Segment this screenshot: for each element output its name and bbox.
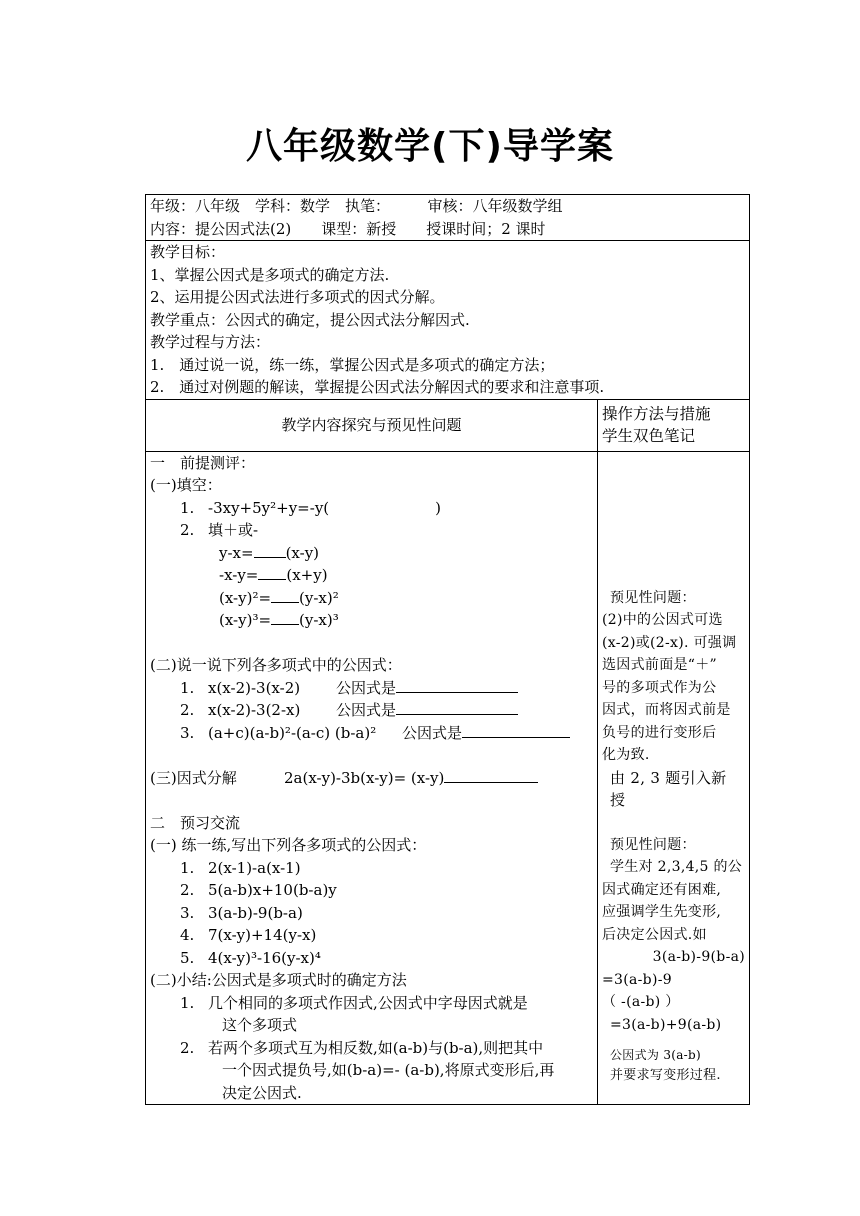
page-title: 八年级数学(下)导学案	[246, 126, 614, 167]
notes-header	[598, 399, 750, 451]
note-line: 号的多项式作为公	[602, 679, 717, 696]
content-header: 教学内容探究与预见性问题	[146, 399, 598, 451]
answer-blank	[396, 700, 518, 715]
item-number: 2.	[180, 1038, 195, 1057]
list-item	[150, 1037, 593, 1060]
item-continuation: 决定公因式.	[222, 1083, 302, 1102]
answer-blank	[444, 768, 538, 783]
item-number: 1.	[180, 678, 195, 697]
expression: x(x-2)-3(x-2)	[208, 678, 301, 697]
expression: (x-y)	[285, 543, 320, 562]
item-label: 公因式是	[336, 678, 397, 697]
process-item: 1. 通过说一说，练一练，掌握公因式是多项式的确定方法；	[150, 355, 555, 374]
goal-item: 1、掌握公因式是多项式的确定方法.	[150, 265, 390, 284]
expression-close: )	[435, 498, 442, 517]
goals-cell	[146, 241, 750, 400]
expression: -3xy+5y²+y=-y(	[208, 498, 330, 517]
notes-header-line-2: 学生双色笔记	[602, 427, 696, 445]
process-item: 2. 通过对例题的解读，掌握提公因式法分解因式的要求和注意事项.	[150, 378, 605, 396]
expression: 2a(x-y)-3b(x-y)= (x-y)	[284, 768, 445, 787]
list-item	[150, 722, 593, 745]
expression: y-x=	[219, 543, 254, 562]
answer-blank	[396, 678, 518, 693]
note-line: 负号的进行变形后	[602, 724, 717, 741]
key-point: 教学重点：公因式的确定，提公因式法分解因式.	[150, 310, 470, 329]
note-line: （ -(a-b) ）	[602, 994, 680, 1010]
subsection-heading: (一)填空：	[150, 476, 222, 494]
note-line: 选因式前面是“＋”	[602, 657, 718, 673]
process-heading: 教学过程与方法：	[150, 333, 271, 351]
header-row	[146, 399, 750, 451]
item-number: 3.	[180, 723, 195, 742]
item-text: 填＋或-	[208, 521, 259, 539]
info-row	[146, 195, 750, 241]
note-line: (2)中的公因式可选	[602, 612, 723, 628]
item-number: 5.	[180, 948, 195, 967]
goals-row	[146, 241, 750, 400]
note-line: (x-2)或(2-x). 可强调	[602, 634, 737, 651]
item-text: 若两个多项式互为相反数,如(a-b)与(b-a),则把其中	[208, 1038, 544, 1057]
fill-line	[150, 609, 593, 632]
subsection-heading: (二)说一说下列各多项式中的公因式：	[150, 656, 402, 674]
answer-blank	[258, 565, 286, 580]
list-item	[150, 992, 593, 1015]
note-line: 并要求写变形过程.	[610, 1067, 721, 1083]
info-line-1: 年级：八年级 学科：数学 执笔： 审核：八年级数学组	[150, 197, 563, 215]
note-line: 因式，而将因式前是	[602, 702, 731, 718]
section-heading: 一 前提测评：	[150, 453, 256, 472]
expression: (x-y)³=	[219, 611, 272, 629]
list-item	[150, 857, 593, 880]
goals-heading: 教学目标：	[150, 243, 226, 261]
notes-header-line-1: 操作方法与措施	[602, 404, 711, 423]
body-row	[146, 451, 750, 1105]
item-number: 1.	[180, 858, 195, 877]
item-number: 1.	[180, 498, 195, 517]
list-item	[150, 879, 593, 902]
note-line: 应强调学生先变形,	[602, 904, 722, 920]
expression: (x-y)²=	[219, 588, 272, 607]
item-label: 公因式是	[336, 701, 397, 719]
item-continuation: 一个因式提负号,如(b-a)=- (a-b),将原式变形后,再	[222, 1061, 555, 1079]
answer-blank	[271, 610, 299, 625]
expression: (x+y)	[286, 566, 328, 584]
note-line: 3(a-b)-9(b-a)	[652, 949, 746, 965]
item-number: 2.	[180, 881, 195, 899]
info-line-2: 内容：提公因式法(2) 课型：新授 授课时间；2 课时	[150, 219, 546, 238]
note-title: 预见性问题：	[610, 589, 696, 606]
item-text: 几个相同的多项式作因式,公因式中字母因式就是	[208, 993, 528, 1012]
info-cell	[146, 195, 750, 241]
note-line: =3(a-b)+9(a-b)	[610, 1016, 722, 1033]
expression: 5(a-b)x+10(b-a)y	[208, 881, 337, 899]
list-item	[150, 497, 593, 520]
item-label: 公因式是	[402, 723, 463, 742]
note-line: 因式确定还有困难,	[602, 881, 722, 898]
answer-blank	[254, 543, 286, 558]
notes-cell	[598, 451, 750, 1105]
goal-item: 2、运用提公因式法进行多项式的因式分解。	[150, 288, 445, 306]
lesson-table	[145, 194, 750, 1105]
section-heading: 二 预习交流	[150, 813, 241, 832]
content-cell	[146, 451, 598, 1105]
list-item	[150, 519, 593, 542]
note-line: =3(a-b)-9	[602, 971, 672, 988]
expression: (y-x)²	[299, 588, 339, 607]
factorize-line	[150, 767, 593, 790]
expression: -x-y=	[219, 566, 259, 584]
item-number: 3.	[180, 903, 195, 922]
expression: 7(x-y)+14(y-x)	[208, 926, 317, 944]
note-line: 化为致.	[602, 747, 650, 763]
note-line: 学生对 2,3,4,5 的公	[610, 859, 743, 875]
fill-line	[150, 587, 593, 610]
expression: x(x-2)-3(2-x)	[208, 701, 301, 719]
note-line: 授	[610, 791, 626, 809]
list-item	[150, 947, 593, 970]
list-item	[150, 699, 593, 722]
item-continuation: 这个多项式	[222, 1016, 298, 1034]
answer-blank	[462, 723, 570, 738]
expression: 4(x-y)³-16(y-x)⁴	[208, 948, 321, 967]
expression: (y-x)³	[299, 611, 339, 629]
fill-line	[150, 542, 593, 565]
expression: 2(x-1)-a(x-1)	[208, 858, 301, 877]
item-number: 1.	[180, 993, 195, 1012]
subsection-heading: (三)因式分解	[150, 768, 237, 787]
answer-blank	[271, 588, 299, 603]
subsection-heading: (二)小结:公因式是多项式时的确定方法	[150, 971, 407, 989]
subsection-heading: (一) 练一练,写出下列各多项式的公因式：	[150, 836, 427, 854]
fill-line	[150, 564, 593, 587]
note-line: 公因式为 3(a-b)	[610, 1048, 702, 1062]
item-number: 4.	[180, 926, 195, 944]
expression: (a+c)(a-b)²-(a-c) (b-a)²	[208, 723, 377, 742]
note-title: 预见性问题：	[610, 836, 696, 853]
list-item	[150, 924, 593, 947]
expression: 3(a-b)-9(b-a)	[208, 903, 303, 922]
note-line: 后决定公因式.如	[602, 926, 707, 943]
item-number: 2.	[180, 701, 195, 719]
list-item	[150, 677, 593, 700]
item-number: 2.	[180, 521, 195, 539]
note-line: 由 2, 3 题引入新	[610, 768, 727, 787]
list-item	[150, 902, 593, 925]
